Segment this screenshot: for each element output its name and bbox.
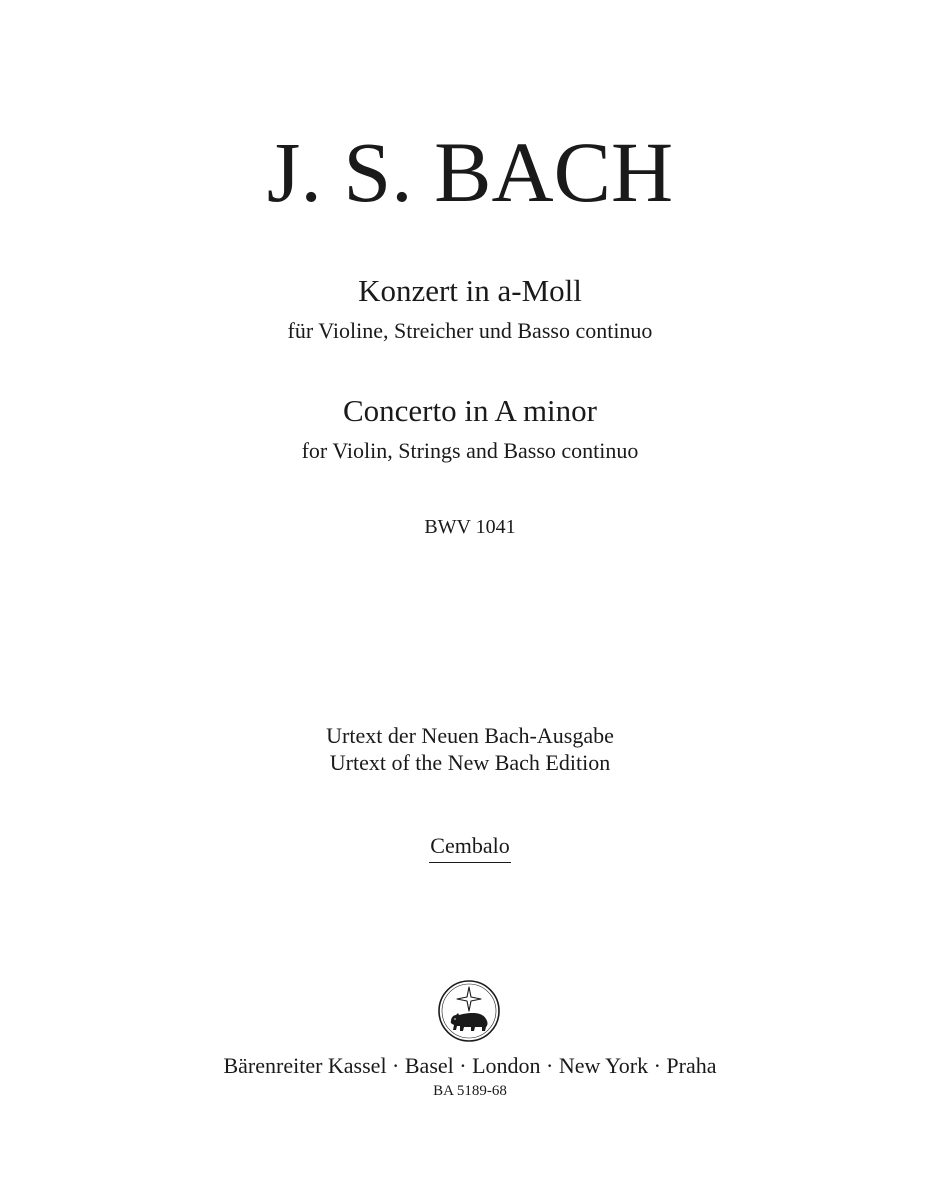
work-title-german: Konzert in a-Moll (358, 273, 582, 308)
edition-note-german: Urtext der Neuen Bach-Ausgabe (326, 723, 614, 748)
work-title-english: Concerto in A minor (342, 393, 597, 428)
publisher-locations: Bärenreiter Kassel · Basel · London · New York · Praha (223, 1053, 717, 1078)
part-name: Cembalo (429, 831, 510, 863)
catalog-number: BWV 1041 (424, 516, 516, 538)
part-label (0, 831, 940, 863)
instrumentation-english: for Violin, Strings and Basso continuo (301, 438, 639, 463)
order-number: BA 5189-68 (433, 1083, 507, 1099)
edition-note-english: Urtext of the New Bach Edition (329, 750, 611, 775)
baerenreiter-bear-star-logo-icon (437, 979, 501, 1043)
instrumentation-german: für Violine, Streicher und Basso continuo (287, 318, 653, 343)
composer-name: J. S. BACH (266, 124, 674, 220)
